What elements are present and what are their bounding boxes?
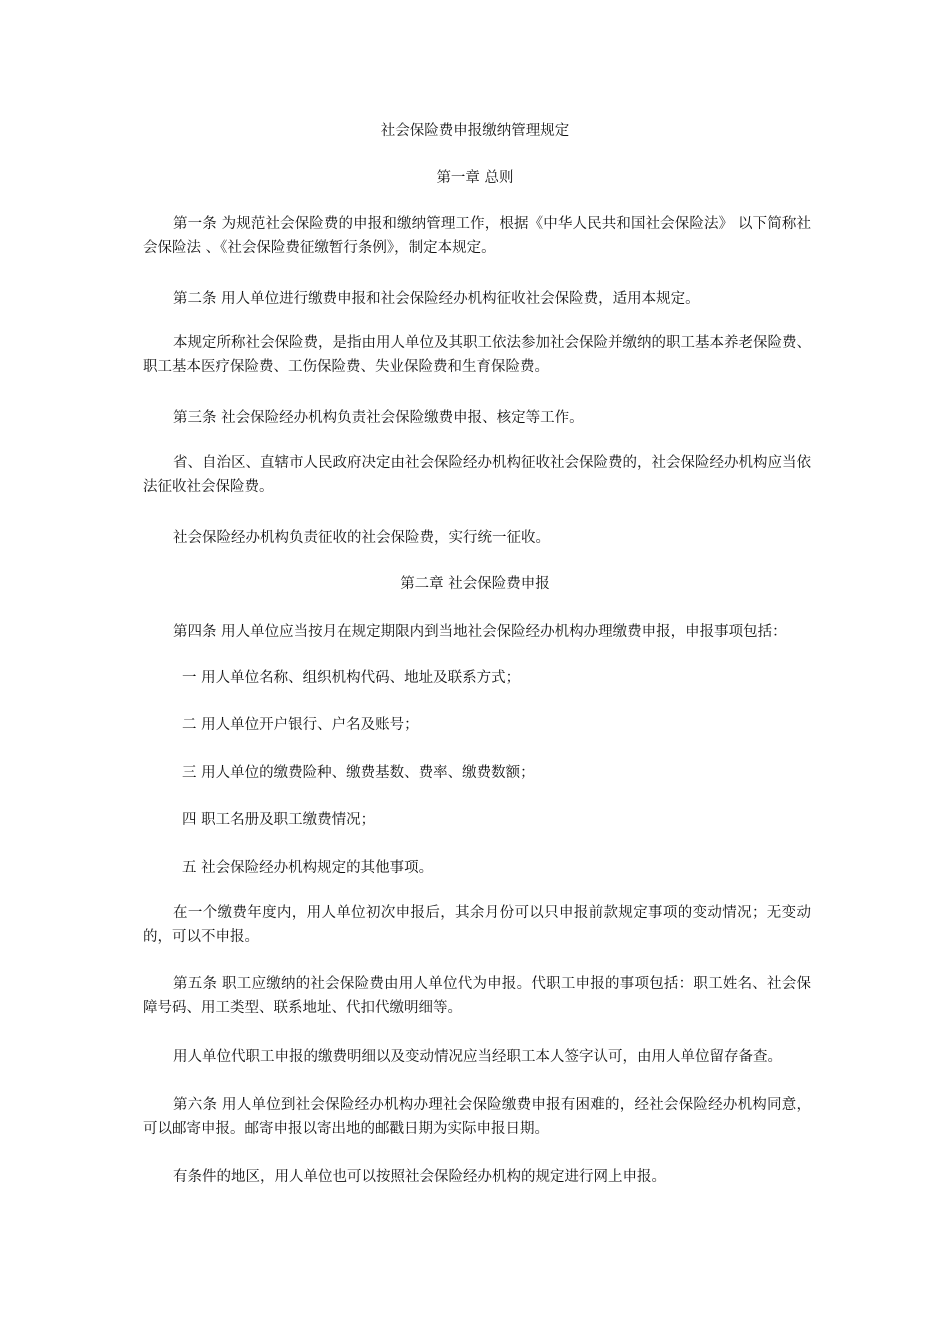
list-item: 四 职工名册及职工缴费情况； [182,812,376,828]
chapter-1-heading: 第一章 总则 [436,170,514,186]
list-item: 三 用人单位的缴费险种、缴费基数、费率、缴费数额； [182,765,535,781]
article-4-paragraph-2: 在一个缴费年度内，用人单位初次申报后，其余月份可以只申报前款规定事项的变动情况；无变动的，可以不申报。 [143,905,811,945]
article-6: 第六条 用人单位到社会保险经办机构办理社会保险缴费申报有困难的，经社会保险经办机构同意，可以邮寄申报。邮寄申报以寄出地的邮戳日期为实际申报日期。 [143,1097,811,1137]
article-4: 第四条 用人单位应当按月在规定期限内到当地社会保险经办机构办理缴费申报，申报事项包括： [173,624,787,640]
article-3-paragraph-2: 省、自治区、直辖市人民政府决定由社会保险经办机构征收社会保险费的，社会保险经办机构应当依法征收社会保险费。 [143,455,811,495]
article-5: 第五条 职工应缴纳的社会保险费由用人单位代为申报。代职工申报的事项包括：职工姓名、社会保障号码、用工类型、联系地址、代扣代缴明细等。 [143,976,811,1016]
article-1: 第一条 为规范社会保险费的申报和缴纳管理工作，根据《中华人民共和国社会保险法》 以下简称社会保险法 、《社会保险费征缴暂行条例》，制定本规定。 [143,216,811,256]
document-title: 社会保险费申报缴纳管理规定 [380,123,570,139]
list-item: 二 用人单位开户银行、户名及账号； [182,717,419,733]
chapter-2-heading: 第二章 社会保险费申报 [400,576,550,592]
article-2-note: 本规定所称社会保险费，是指由用人单位及其职工依法参加社会保险并缴纳的职工基本养老保险费、职工基本医疗保险费、工伤保险费、失业保险费和生育保险费。 [143,335,811,375]
article-6-paragraph-2: 有条件的地区，用人单位也可以按照社会保险经办机构的规定进行网上申报。 [173,1169,666,1185]
list-item: 一 用人单位名称、组织机构代码、地址及联系方式； [182,670,521,686]
article-2: 第二条 用人单位进行缴费申报和社会保险经办机构征收社会保险费，适用本规定。 [173,291,700,307]
list-item: 五 社会保险经办机构规定的其他事项。 [182,860,434,876]
article-3-paragraph-3: 社会保险经办机构负责征收的社会保险费，实行统一征收。 [173,530,550,546]
article-3: 第三条 社会保险经办机构负责社会保险缴费申报、核定等工作。 [173,410,584,426]
article-5-paragraph-2: 用人单位代职工申报的缴费明细以及变动情况应当经职工本人签字认可，由用人单位留存备查。 [173,1049,782,1065]
